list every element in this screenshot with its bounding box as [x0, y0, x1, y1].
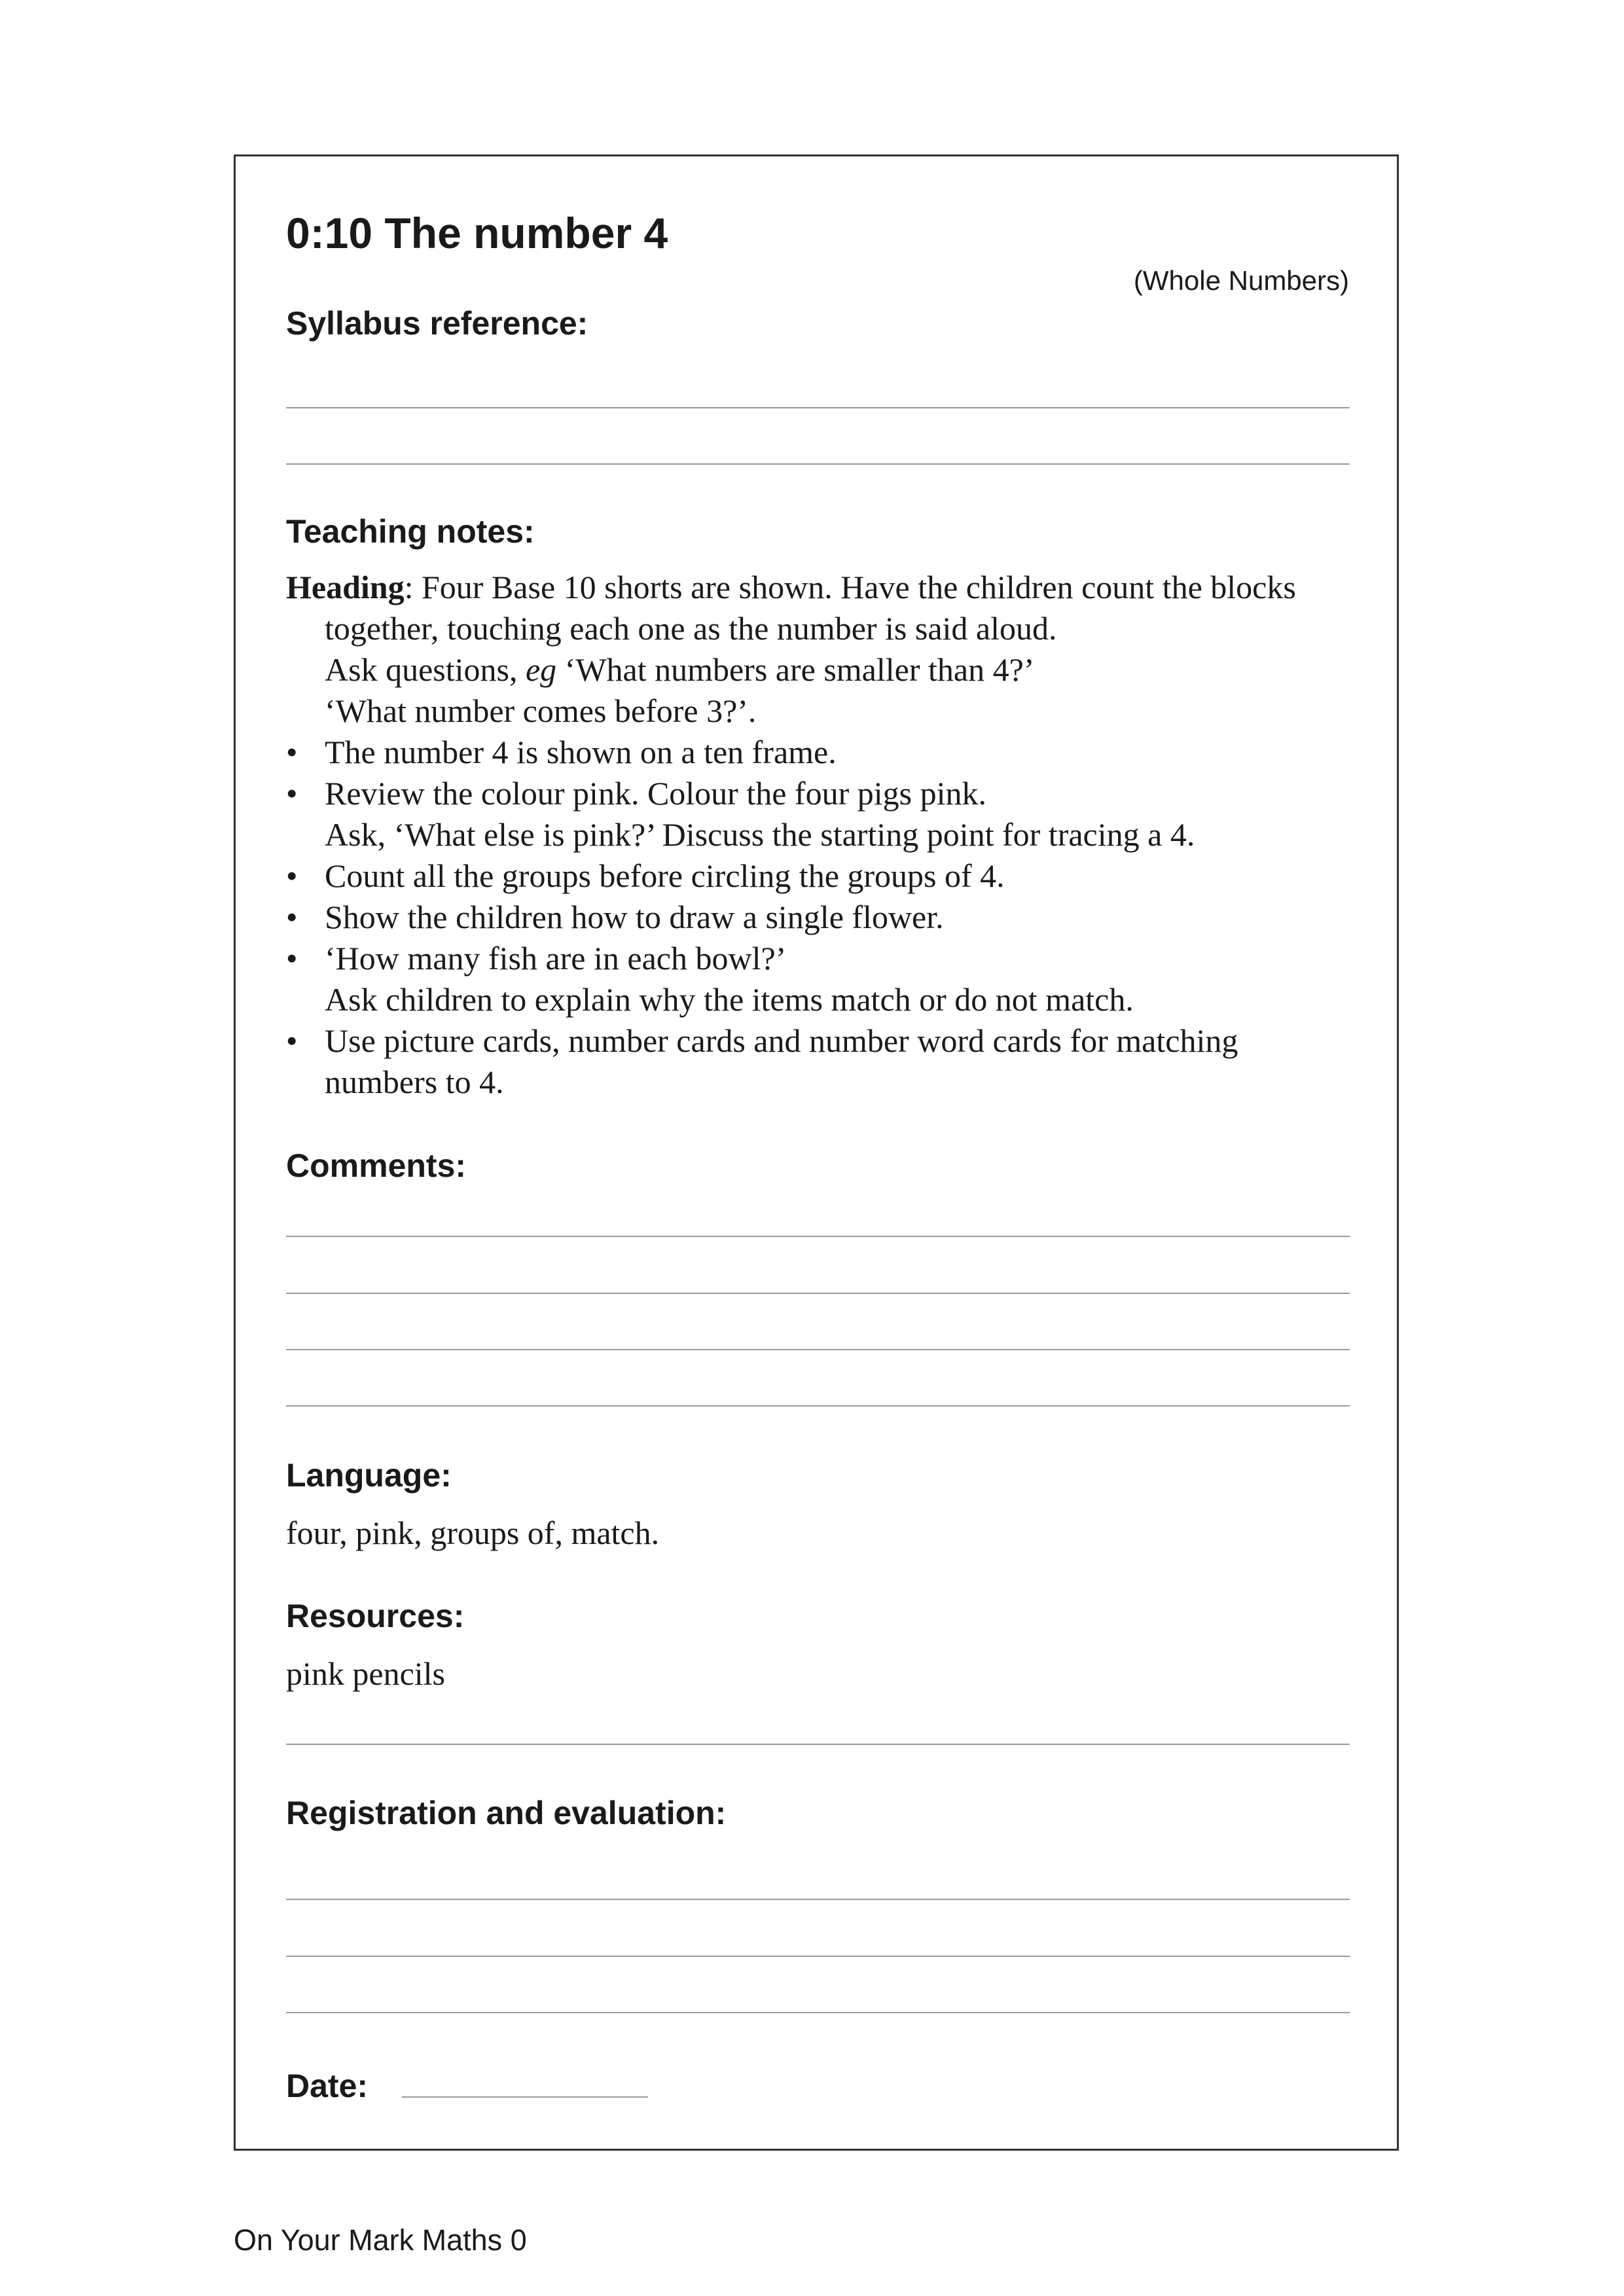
notes-heading-label: Heading: [286, 569, 405, 605]
page-footer: On Your Mark Maths 0: [234, 2223, 527, 2257]
syllabus-line-1: [286, 407, 1350, 408]
resources-text: pink pencils: [286, 1655, 446, 1692]
notes-bullet: • Show the children how to draw a single flower.: [286, 897, 1360, 938]
notes-heading-line: [286, 567, 1360, 608]
registration-line-3: [286, 2012, 1350, 2013]
notes-bullet: • Count all the groups before circling the groups of 4.: [286, 855, 1360, 897]
notes-line: numbers to 4.: [325, 1064, 504, 1100]
notes-bullet: • The number 4 is shown on a ten frame.: [286, 732, 1360, 773]
notes-ask-prefix: Ask questions,: [325, 651, 526, 688]
lesson-title: 0:10 The number 4: [286, 209, 668, 257]
comments-line-3: [286, 1349, 1350, 1350]
registration-line-1: [286, 1899, 1350, 1900]
teaching-notes: [286, 567, 1360, 1103]
comments-line-2: [286, 1293, 1350, 1294]
date-line: [402, 2096, 648, 2098]
comments-line-1: [286, 1236, 1350, 1237]
language-heading: Language:: [286, 1457, 452, 1494]
notes-line: together, touching each one as the number is said aloud.: [325, 610, 1057, 647]
notes-ask-line: [286, 649, 1360, 691]
comments-line-4: [286, 1405, 1350, 1407]
notes-line: ‘What number comes before 3?’.: [325, 692, 757, 729]
date-heading: Date:: [286, 2068, 369, 2104]
teaching-heading: Teaching notes:: [286, 513, 535, 550]
notes-heading-text: : Four Base 10 shorts are shown. Have the children count the blocks: [404, 569, 1296, 605]
comments-heading: Comments:: [286, 1147, 467, 1184]
language-text: four, pink, groups of, match.: [286, 1515, 660, 1551]
syllabus-heading: Syllabus reference:: [286, 305, 588, 342]
notes-bullet: • Review the colour pink. Colour the four pigs pink.: [286, 773, 1360, 814]
notes-ask-eg: eg: [525, 651, 557, 688]
registration-line-2: [286, 1956, 1350, 1957]
notes-line: Ask children to explain why the items match or do not match.: [325, 981, 1134, 1018]
strand-label: (Whole Numbers): [1133, 265, 1349, 296]
registration-heading: Registration and evaluation:: [286, 1795, 727, 1831]
notes-bullet: • Use picture cards, number cards and number word cards for matching: [286, 1020, 1360, 1062]
resources-heading: Resources:: [286, 1598, 465, 1634]
notes-ask-rest: ‘What numbers are smaller than 4?’: [556, 651, 1035, 688]
resources-line: [286, 1744, 1350, 1745]
syllabus-line-2: [286, 463, 1350, 465]
notes-line: Ask, ‘What else is pink?’ Discuss the starting point for tracing a 4.: [325, 816, 1195, 853]
notes-bullet: • ‘How many fish are in each bowl?’: [286, 938, 1360, 979]
